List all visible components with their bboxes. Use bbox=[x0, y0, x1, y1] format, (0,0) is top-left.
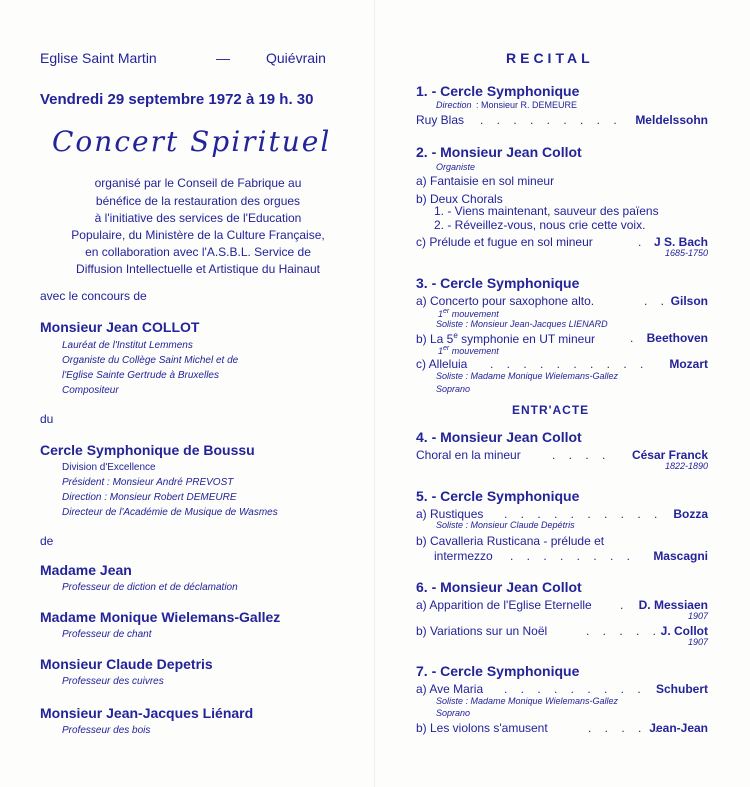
work-title-cont: intermezzo bbox=[434, 549, 493, 563]
dot-leader: . . . . bbox=[552, 448, 611, 462]
work-title: b) La 5e symphonie en UT mineur bbox=[416, 331, 595, 346]
collot-credit: l'Eglise Sainte Gertrude à Bruxelles bbox=[62, 370, 219, 381]
concert-date: Vendredi 29 septembre 1972 à 19 h. 30 bbox=[40, 91, 314, 108]
composer-name: César Franck bbox=[631, 448, 708, 462]
composer-dates: 1685-1750 bbox=[664, 248, 708, 258]
collot-credit: Lauréat de l'Institut Lemmens bbox=[62, 340, 193, 351]
work-title: a) Rustiques bbox=[416, 507, 484, 521]
composer-name: Mascagni bbox=[653, 549, 708, 563]
performer-name: Monsieur Claude Depetris bbox=[40, 656, 213, 672]
header-dash: — bbox=[216, 50, 230, 66]
performer-role: Professeur des bois bbox=[62, 725, 151, 736]
performer-role: Professeur de chant bbox=[62, 629, 152, 640]
concert-title: Concert Spirituel bbox=[52, 125, 332, 158]
section-heading: 3. - Cercle Symphonique bbox=[416, 275, 580, 291]
collot-credit: Organiste du Collège Saint Michel et de bbox=[62, 355, 239, 366]
cercle-name: Cercle Symphonique de Boussu bbox=[40, 442, 255, 458]
dot-leader: . bbox=[630, 331, 634, 345]
composer-name: Jean-Jean bbox=[649, 721, 708, 735]
dot-leader: . . . . . . . . . bbox=[480, 113, 622, 127]
work-title: c) Alleluia bbox=[416, 357, 468, 371]
composer-year: 1907 bbox=[687, 611, 708, 621]
work-title: Choral en la mineur bbox=[416, 448, 521, 462]
composer-name: J S. Bach bbox=[653, 235, 708, 249]
cercle-credit: Direction : Monsieur Robert DEMEURE bbox=[62, 492, 237, 503]
concours-text: avec le concours de bbox=[40, 289, 147, 303]
section-heading: 7. - Cercle Symphonique bbox=[416, 663, 580, 679]
performer-name: Madame Jean bbox=[40, 562, 132, 578]
work-subtitle: 2. - Réveillez-vous, nous crie cette voix. bbox=[434, 218, 646, 232]
dot-leader: . . . . . . . . . . bbox=[490, 357, 649, 371]
direction-value: : Monsieur R. DEMEURE bbox=[476, 100, 578, 110]
dot-leader: . . . . . bbox=[588, 721, 664, 735]
church-name: Eglise Saint Martin bbox=[40, 50, 157, 66]
composer-name: Bozza bbox=[673, 507, 708, 521]
work-title: b) Variations sur un Noël bbox=[416, 624, 548, 638]
de-text: de bbox=[40, 534, 54, 548]
dot-leader: . bbox=[620, 598, 624, 612]
intro-line: Diffusion Intellectuelle et Artistique du Hainaut bbox=[76, 262, 320, 276]
soliste-note: Soliste : Monsieur Jean-Jacques LIENARD bbox=[436, 319, 608, 329]
composer-name: Beethoven bbox=[646, 331, 708, 345]
cercle-credit: Président : Monsieur André PREVOST bbox=[62, 477, 234, 488]
intro-line: Populaire, du Ministère de la Culture Française, bbox=[71, 228, 325, 242]
intro-line: organisé par le Conseil de Fabrique au bbox=[94, 176, 302, 190]
performer-role-label: Organiste bbox=[436, 162, 476, 172]
collot-name: Monsieur Jean COLLOT bbox=[40, 319, 200, 335]
intro-line: bénéfice de la restauration des orgues bbox=[95, 194, 301, 208]
work-title: b) Cavalleria Rusticana - prélude et bbox=[416, 534, 605, 548]
work-title: b) Deux Chorals bbox=[416, 192, 503, 206]
voice-note: Soprano bbox=[436, 708, 471, 718]
recital-heading: RECITAL bbox=[506, 50, 594, 66]
work-subtitle: 1. - Viens maintenant, sauveur des païens bbox=[434, 204, 659, 218]
composer-dates: 1822-1890 bbox=[664, 461, 708, 471]
soliste-note: Soliste : Madame Monique Wielemans-Gallez bbox=[436, 696, 618, 706]
work-title: a) Ave Maria bbox=[416, 682, 484, 696]
cercle-credit: Directeur de l'Académie de Musique de Wasmes bbox=[62, 507, 278, 518]
performer-role: Professeur de diction et de déclamation bbox=[62, 582, 238, 593]
work-title: b) Les violons s'amusent bbox=[416, 721, 548, 735]
dot-leader: . bbox=[638, 235, 642, 249]
work-title: Ruy Blas bbox=[416, 113, 465, 127]
section-heading: 4. - Monsieur Jean Collot bbox=[416, 429, 582, 445]
performer-name: Monsieur Jean-Jacques Liénard bbox=[40, 705, 254, 721]
composer-name: Mozart bbox=[669, 357, 708, 371]
soliste-note: Soliste : Monsieur Claude Depétris bbox=[436, 520, 575, 530]
dot-leader: . . . . . . . . . bbox=[504, 682, 646, 696]
composer-name: Meldelssohn bbox=[635, 113, 708, 127]
movement-note: 1er mouvement bbox=[438, 308, 499, 319]
work-title: a) Apparition de l'Eglise Eternelle bbox=[416, 598, 592, 612]
composer-name: D. Messiaen bbox=[638, 598, 708, 612]
fold-line bbox=[374, 0, 375, 787]
movement-note: 1er mouvement bbox=[438, 345, 499, 356]
dot-leader: . . . . . . . . bbox=[510, 549, 636, 563]
section-heading: 1. - Cercle Symphonique bbox=[416, 83, 580, 99]
direction-label: Direction bbox=[436, 100, 472, 110]
town-name: Quiévrain bbox=[266, 50, 326, 66]
work-title: c) Prélude et fugue en sol mineur bbox=[416, 235, 593, 249]
composer-name: J. Collot bbox=[660, 624, 708, 638]
soliste-note: Soliste : Madame Monique Wielemans-Gallez bbox=[436, 371, 618, 381]
section-heading: 5. - Cercle Symphonique bbox=[416, 488, 580, 504]
section-heading: 6. - Monsieur Jean Collot bbox=[416, 579, 582, 595]
work-title: a) Fantaisie en sol mineur bbox=[416, 174, 555, 188]
collot-credit: Compositeur bbox=[62, 385, 119, 396]
performer-role: Professeur des cuivres bbox=[62, 676, 164, 687]
entracte-heading: ENTR'ACTE bbox=[512, 403, 590, 417]
work-title: a) Concerto pour saxophone alto. bbox=[416, 294, 595, 308]
section-heading: 2. - Monsieur Jean Collot bbox=[416, 144, 582, 160]
du-text: du bbox=[40, 412, 54, 426]
voice-note: Soprano bbox=[436, 384, 471, 394]
composer-name: Gilson bbox=[670, 294, 708, 308]
intro-line: à l'initiative des services de l'Education bbox=[94, 211, 302, 225]
dot-leader: . . . . . bbox=[586, 624, 662, 638]
dot-leader: . . bbox=[644, 294, 670, 308]
performer-name: Madame Monique Wielemans-Gallez bbox=[40, 609, 281, 625]
composer-year: 1907 bbox=[687, 637, 708, 647]
cercle-credit: Division d'Excellence bbox=[62, 462, 156, 473]
dot-leader: . . . . . . . . . . bbox=[504, 507, 663, 521]
composer-name: Schubert bbox=[655, 682, 708, 696]
intro-line: en collaboration avec l'A.S.B.L. Service de bbox=[85, 245, 311, 259]
